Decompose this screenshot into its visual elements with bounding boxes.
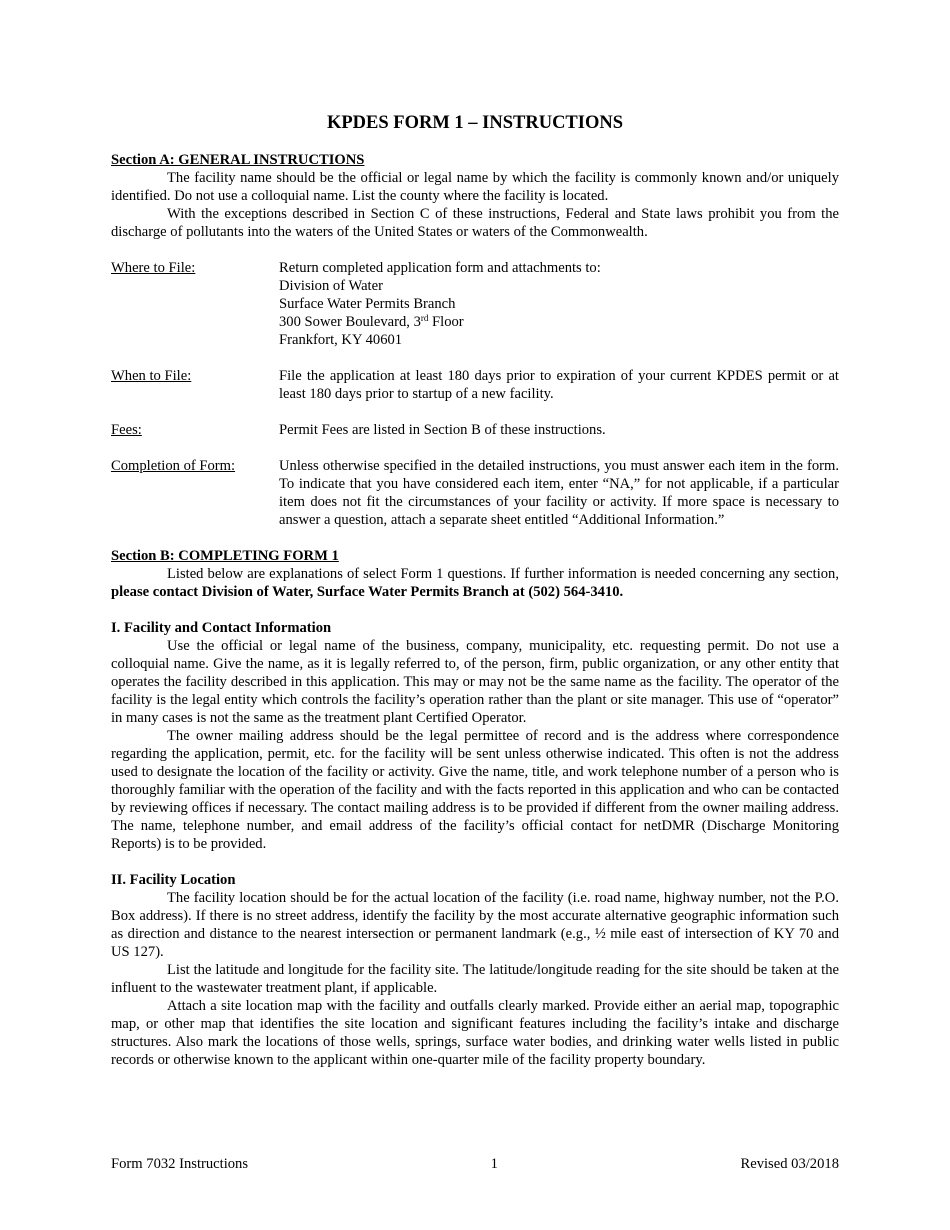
part-1-paragraph-1: Use the official or legal name of the business, company, municipality, etc. requesting permit. Do not use a colloquial name. Give the name, as it is legally referred to, of the person, firm, public organization, or any other entity that operates the facility described in this application. This may or may not be the same name as the facility. The operator of the facility is the legal entity which controls the facility’s operation rather than the plant or site manager. This use of “operator” in many cases is not the same as the treatment plant Certified Operator.: [111, 638, 839, 726]
footer-form-name: Form 7032 Instructions: [111, 1156, 249, 1172]
fees-row: [111, 421, 839, 439]
part-2-paragraph-1: The facility location should be for the actual location of the facility (i.e. road name, highway number, not the P.O. Box address). If there is no street address, identify the facility by the most accurate alternative geographic information such as direction and distance to the nearest intersection or permanent landmark (e.g., ½ mile east of intersection of KY 70 and US 127).: [111, 890, 839, 960]
address-floor: Floor: [428, 314, 464, 330]
fees-text: Permit Fees are listed in Section B of these instructions.: [279, 422, 606, 438]
fees-label: Fees:: [111, 422, 142, 438]
part-2-heading: II. Facility Location: [111, 872, 236, 888]
where-to-file-address: [279, 259, 839, 349]
part-1-paragraph-2: The owner mailing address should be the legal permittee of record and is the address where correspondence regarding the application, permit, etc. for the facility will be sent unless otherwise indicated. This often is not the address used to designate the location of the facility or activity. Give the name, title, and work telephone number of a person who is thoroughly familiar with the operation of the facility and with the facts reported in this application and who can be contacted by reviewing offices if necessary. The contact mailing address is to be provided if different from the owner mailing address. The name, telephone number, and email address of the facility’s official contact for netDMR (Discharge Monitoring Reports) is to be provided.: [111, 728, 839, 852]
when-to-file-text: File the application at least 180 days prior to expiration of your current KPDES permit or at least 180 days prior to startup of a new facility.: [279, 368, 839, 402]
section-a-paragraph-1: The facility name should be the official or legal name by which the facility is commonly known and/or uniquely identified. Do not use a colloquial name. List the county where the facility is located.: [111, 170, 839, 204]
when-to-file-label: When to File:: [111, 368, 192, 384]
footer-page-number: 1: [490, 1156, 498, 1172]
section-b-intro-text: Listed below are explanations of select Form 1 questions. If further information is needed concerning any section,: [167, 566, 839, 582]
where-to-file-row: [111, 259, 839, 349]
part-2-paragraph-2: List the latitude and longitude for the facility site. The latitude/longitude reading for the site should be taken at the influent to the wastewater treatment plant, if applicable.: [111, 962, 839, 996]
where-to-file-label: Where to File:: [111, 260, 196, 276]
section-b-heading: Section B: COMPLETING FORM 1: [111, 548, 339, 564]
address-line-2: Division of Water: [279, 278, 383, 294]
section-a-heading: Section A: GENERAL INSTRUCTIONS: [111, 152, 365, 168]
address-ordinal-suffix: rd: [420, 313, 429, 323]
address-line-5: Frankfort, KY 40601: [279, 332, 403, 348]
address-line-4: [279, 313, 839, 331]
section-b-paragraph: [111, 565, 839, 601]
address-line-1: Return completed application form and attachments to:: [279, 260, 601, 276]
completion-of-form-label: Completion of Form:: [111, 458, 236, 474]
page-footer: [111, 1155, 839, 1173]
footer-revision-date: Revised 03/2018: [740, 1156, 839, 1172]
part-2-paragraph-3: Attach a site location map with the facility and outfalls clearly marked. Provide either an aerial map, topographic map, or other map that identifies the site location and significant features including the facility’s intake and discharge structures. Also mark the locations of those wells, springs, surface water bodies, and drinking water wells listed in public records or otherwise known to the applicant within one-quarter mile of the facility property boundary.: [111, 998, 839, 1068]
section-b-contact-text: please contact Division of Water, Surface Water Permits Branch at (502) 564-3410.: [111, 584, 624, 600]
address-street: 300 Sower Boulevard, 3: [279, 314, 421, 330]
document-page: [111, 111, 839, 1069]
completion-of-form-text: Unless otherwise specified in the detailed instructions, you must answer each item in the form. To indicate that you have considered each item, enter “NA,” for not applicable, if a particular item does not fit the circumstances of your facility or activity. If more space is necessary to answer a question, attach a separate sheet entitled “Additional Information.”: [279, 458, 839, 528]
part-1-heading: I. Facility and Contact Information: [111, 620, 332, 636]
when-to-file-row: [111, 367, 839, 403]
section-a-paragraph-2: With the exceptions described in Section C of these instructions, Federal and State laws prohibit you from the discharge of pollutants into the waters of the United States or waters of the Commonwealth.: [111, 206, 839, 240]
address-line-3: Surface Water Permits Branch: [279, 296, 456, 312]
page-title: KPDES FORM 1 – INSTRUCTIONS: [326, 113, 624, 133]
completion-of-form-row: [111, 457, 839, 529]
